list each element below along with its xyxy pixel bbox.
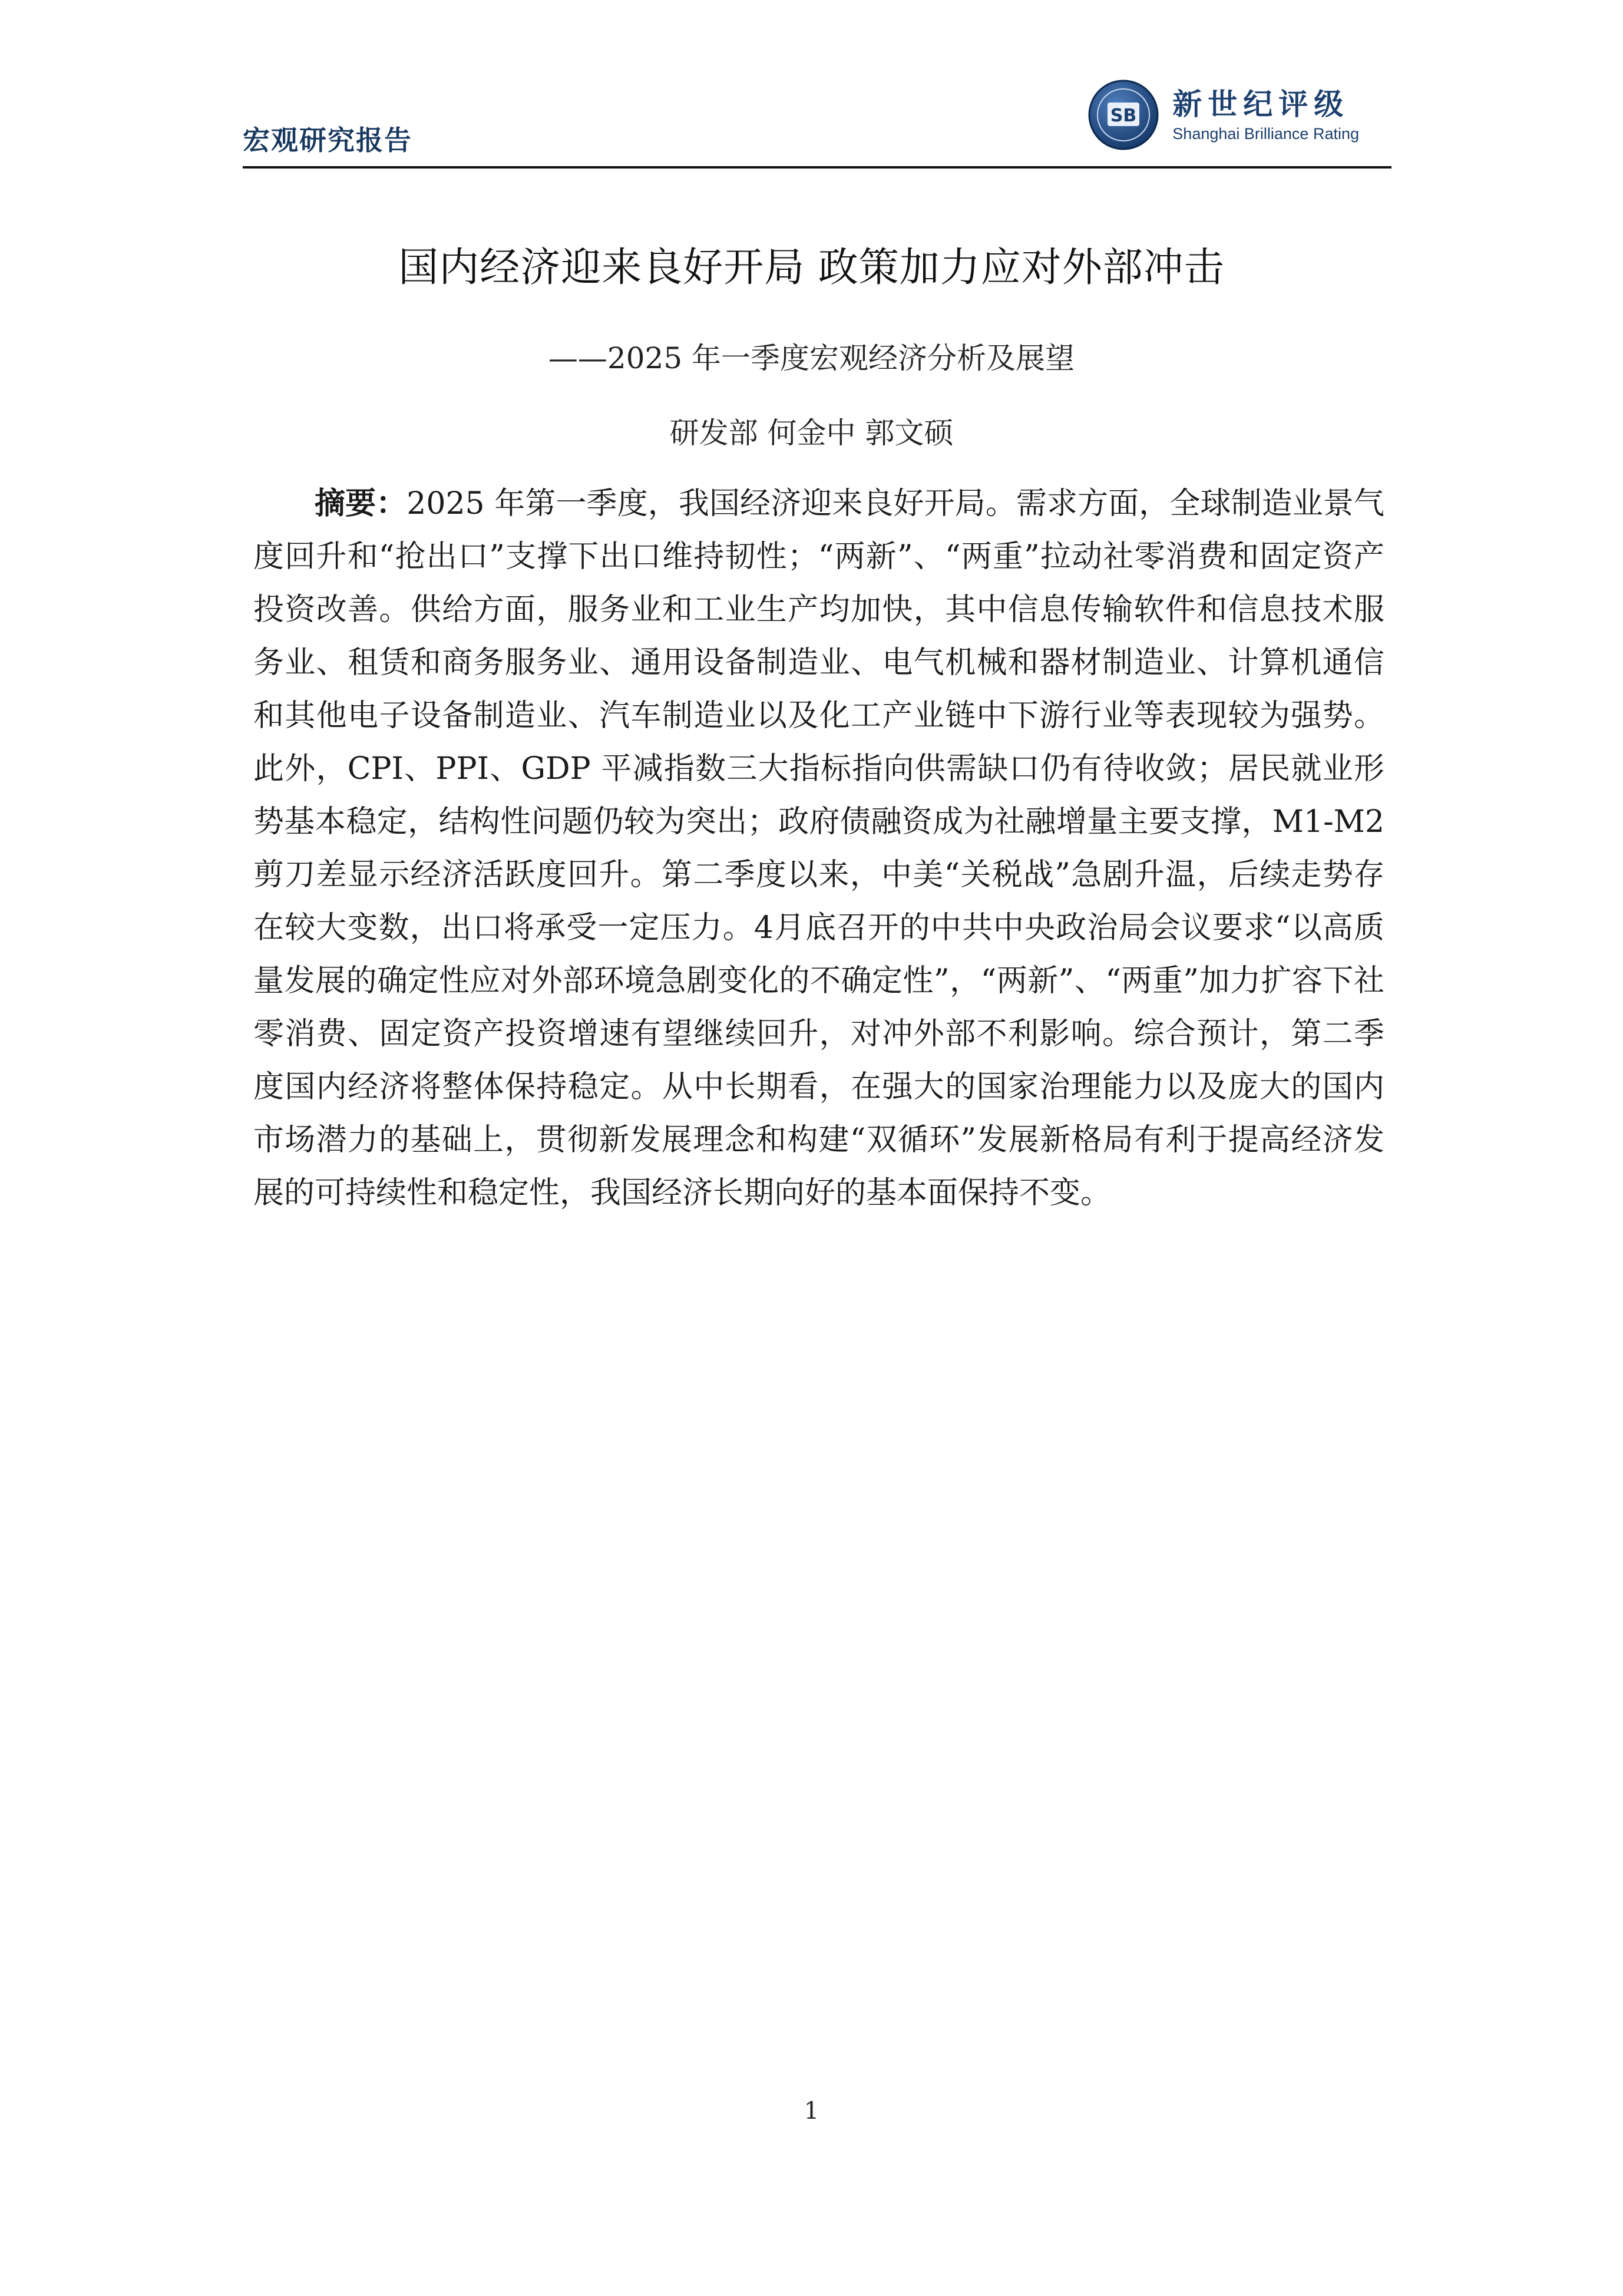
brand-name-en: Shanghai Brilliance Rating (1172, 125, 1359, 143)
brand-text (1172, 85, 1359, 144)
brand-name-cn: 新世纪评级 (1172, 87, 1350, 121)
document-subtitle: ——2025 年一季度宏观经济分析及展望 (548, 341, 1075, 375)
page-number: 1 (804, 2097, 819, 2125)
abstract-text: 2025 年第一季度，我国经济迎来良好开局。需求方面，全球制造业景气度回升和“抢出口”支撑下出口维持韧性；“两新”、“两重”拉动社零消费和固定资产投资改善。供给方面，服务业和工业生产均加快，其中信息传输软件和信息技术服务业、租赁和商务服务业、通用设备制造业、电气机械和器材制造业、计算机通信和其他电子设备制造业、汽车制造业以及化工产业链中下游行业等表现较为强势。此外，CPI、PPI、GDP 平减指数三大指标指向供需缺口仍有待收敛；居民就业形势基本稳定，结构性问题仍较为突出；政府债融资成为社融增量主要支撑，M1-M2 剪刀差显示经济活跃度回升。第二季度以来，中美“关税战”急剧升温，后续走势存在较大变数，出口将承受一定压力。4月底召开的中共中央政治局会议要求“以高质量发展的确定性应对外部环境急剧变化的不确定性”，“两新”、“两重”加力扩容下社零消费、固定资产投资增速有望继续回升，对冲外部不利影响。综合预计，第二季度国内经济将整体保持稳定。从中长期看，在强大的国家治理能力以及庞大的国内市场潜力的基础上，贯彻新发展理念和构建“双循环”发展新格局有利于提高经济发展的可持续性和稳定性，我国经济长期向好的基本面保持不变。 (253, 486, 1384, 1211)
brand-logo-icon (1087, 79, 1159, 151)
header-divider (243, 166, 1391, 169)
document-title: 国内经济迎来良好开局 政策加力应对外部冲击 (398, 245, 1225, 291)
abstract-label: 摘要： (315, 485, 407, 521)
abstract-paragraph (253, 477, 1384, 1220)
report-type-label: 宏观研究报告 (243, 124, 412, 156)
document-authors: 研发部 何金中 郭文硕 (669, 416, 954, 450)
brand-block (1087, 77, 1359, 153)
page-header (243, 77, 1391, 171)
logo-letters: SB (1110, 105, 1137, 126)
